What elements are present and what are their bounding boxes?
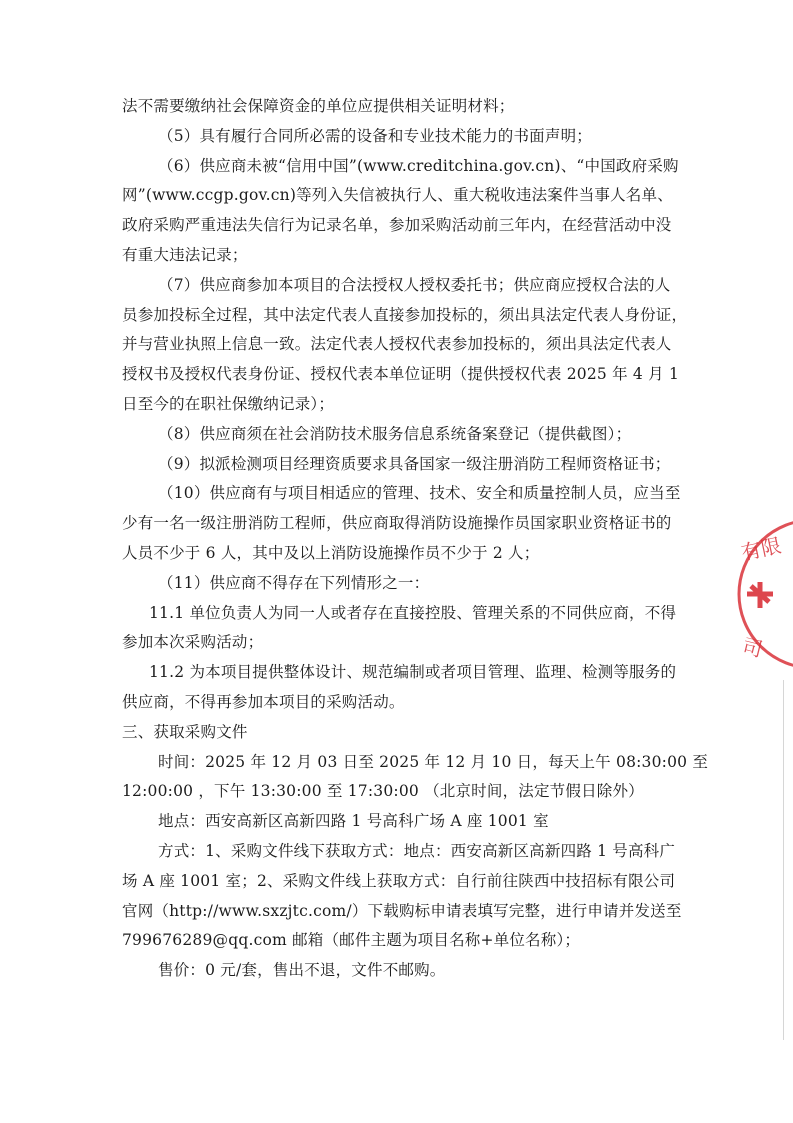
- text-line: 政府采购严重违法失信行为记录名单，参加采购活动前三年内，在经营活动中没: [122, 216, 672, 235]
- text-line: 并与营业执照上信息一致。法定代表人授权代表参加投标的，须出具法定代表人: [122, 335, 672, 354]
- text-line: 场 A 座 1001 室；2、采购文件线上获取方式：自行前往陕西中技招标有限公司: [122, 871, 676, 890]
- seal-stamp-partial: [733, 512, 793, 677]
- text-line: 12:00:00 ，下午 13:30:00 至 17:30:00 （北京时间，法定节假日除外）: [122, 782, 644, 801]
- text-line: （5）具有履行合同所必需的设备和专业技术能力的书面声明；: [158, 126, 592, 145]
- text-line: 授权书及授权代表身份证、授权代表本单位证明（提供授权代表 2025 年 4 月 1: [122, 365, 680, 384]
- text-line: 方式：1、采购文件线下获取方式：地点：西安高新区高新四路 1 号高科广: [158, 841, 676, 860]
- text-line: （7）供应商参加本项目的合法授权人授权委托书；供应商应授权合法的人: [158, 275, 671, 294]
- document-body: [122, 92, 709, 986]
- svg-text:有限: 有限: [739, 533, 784, 565]
- text-line: 人员不少于 6 人，其中及以上消防设施操作员不少于 2 人；: [122, 543, 540, 562]
- text-line: （10）供应商有与项目相适应的管理、技术、安全和质量控制人员，应当至: [158, 484, 681, 503]
- text-line: （6）供应商未被“信用中国”(www.creditchina.gov.cn)、“中国政府采购: [158, 156, 679, 175]
- text-line: 有重大违法记录；: [122, 245, 248, 264]
- text-line: 日至今的在职社保缴纳记录）；: [122, 394, 335, 413]
- text-line: 员参加投标全过程，其中法定代表人直接参加投标的，须出具法定代表人身份证，: [122, 305, 688, 324]
- text-line: （8）供应商须在社会消防技术服务信息系统备案登记（提供截图）；: [158, 424, 632, 443]
- text-line: 少有一名一级注册消防工程师，供应商取得消防设施操作员国家职业资格证书的: [122, 514, 672, 533]
- text-line: 时间：2025 年 12 月 03 日至 2025 年 12 月 10 日，每天上午 08:30:00 至: [158, 752, 709, 771]
- text-line: 官网（http://www.sxzjtc.com/）下载购标申请表填写完整，进行申请并发送至: [122, 901, 682, 920]
- text-line: 售价：0 元/套，售出不退，文件不邮购。: [158, 961, 446, 980]
- text-line: 供应商，不得再参加本项目的采购活动。: [122, 692, 405, 711]
- text-line: 11.2 为本项目提供整体设计、规范编制或者项目管理、监理、检测等服务的: [149, 663, 677, 682]
- text-line: 799676289@qq.com 邮箱（邮件主题为项目名称+单位名称）；: [122, 931, 581, 950]
- text-line: 地点：西安高新区高新四路 1 号高科广场 A 座 1001 室: [158, 812, 549, 831]
- text-line: 11.1 单位负责人为同一人或者存在直接控股、管理关系的不同供应商，不得: [149, 603, 677, 622]
- scan-edge-line: [783, 680, 784, 1040]
- text-line: （9）拟派检测项目经理资质要求具备国家一级注册消防工程师资格证书；: [158, 454, 671, 473]
- text-line: 法不需要缴纳社会保障资金的单位应提供相关证明材料；: [122, 97, 515, 115]
- text-line: 参加本次采购活动；: [122, 633, 264, 652]
- section-heading: 三、获取采购文件: [122, 722, 248, 741]
- text-line: 网”(www.ccgp.gov.cn)等列入失信被执行人、重大税收违法案件当事人名单、: [122, 186, 673, 205]
- svg-text:司: 司: [739, 633, 766, 662]
- text-line: （11）供应商不得存在下列情形之一：: [158, 573, 430, 592]
